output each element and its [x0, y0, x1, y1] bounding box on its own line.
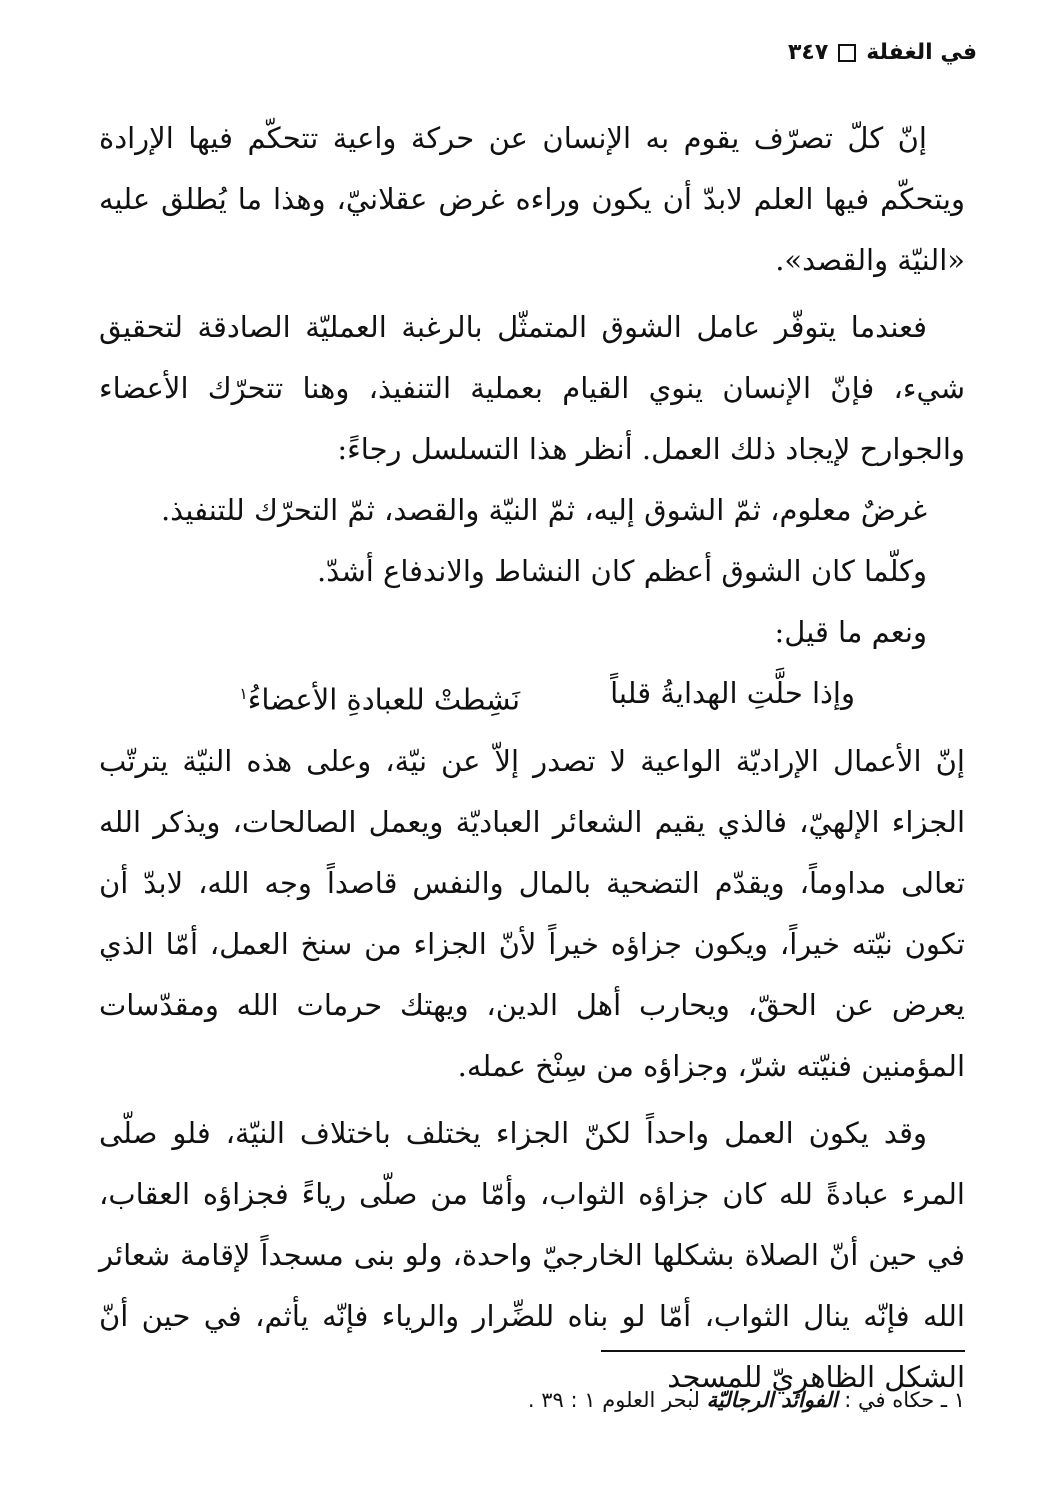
intensity-line: وكلّما كان الشوق أعظم كان النشاط والاندفاع أشدّ.	[317, 554, 927, 588]
paragraph-2: فعندما يتوفّر عامل الشوق المتمثّل بالرغبة العمليّة الصادقة لتحقيق شيء، فإنّ الإنسان ينوي القيام بعملية التنفيذ، وهنا تتحرّك الأعضاء والجوارح لإيجاد ذلك العمل. أنظر هذا التسلسل رجاءً:	[99, 310, 965, 466]
footnote-prefix: حكاه في :	[844, 1388, 935, 1412]
header-square-icon	[838, 44, 856, 62]
verse-second-hemistich	[239, 663, 520, 731]
running-header	[788, 40, 977, 65]
sequence-line: غرضٌ معلوم، ثمّ الشوق إليه، ثمّ النيّة والقصد، ثمّ التحرّك للتنفيذ.	[160, 493, 927, 527]
footnote-number: ١ ـ	[940, 1388, 965, 1412]
poetry-verse	[99, 663, 965, 731]
page-number: ٣٤٧	[788, 40, 829, 65]
paragraph-7: وقد يكون العمل واحداً لكنّ الجزاء يختلف باختلاف النيّة، فلو صلّى المرء عبادةً لله كان جزاؤه الثواب، وأمّا من صلّى رياءً فجزاؤه العقاب، في حين أنّ الصلاة بشكلها الخارجيّ واحدة، ولو بنى مسجداً لإقامة شعائر الله فإنّه ينال الثواب، أمّا لو بناه للضِّرار والرياء فإنّه يأثم، في حين أنّ الشكل الظاهريّ للمسجد	[99, 1115, 965, 1394]
footnote-suffix: لبحر العلوم ١ : ٣٩ .	[527, 1388, 700, 1412]
verse-first-hemistich: وإذا حلَّتِ الهدايةُ قلباً	[610, 676, 855, 710]
quote-intro: ونعم ما قيل:	[774, 615, 927, 649]
main-text	[99, 108, 965, 1408]
paragraph-6: إنّ الأعمال الإراديّة الواعية لا تصدر إلاّ عن نيّة، وعلى هذه النيّة يترتّب الجزاء الإلهيّ، فالذي يقيم الشعائر العباديّة ويعمل الصالحات، ويذكر الله تعالى مداوماً، ويقدّم التضحية بالمال والنفس قاصداً وجه الله، لابدّ أن تكون نيّته خيراً، ويكون جزاؤه خيراً لأنّ الجزاء من سنخ العمل، أمّا الذي يعرض عن الحقّ، ويحارب أهل الدين، ويهتك حرمات الله ومقدّسات المؤمنين فنيّته شرّ، وجزاؤه من سِنْخ عمله.	[99, 743, 965, 1083]
footnote-book-title: الفوائد الرجاليّة	[706, 1388, 838, 1412]
verse-second-text: نَشِطتْ للعبادةِ الأعضاءُ	[247, 682, 521, 717]
footnote	[528, 1388, 965, 1412]
paragraph-1: إنّ كلّ تصرّف يقوم به الإنسان عن حركة واعية تتحكّم فيها الإرادة ويتحكّم فيها العلم لابدّ أن يكون وراءه غرض عقلانيّ، وهذا ما يُطلق عليه «النيّة والقصد».	[99, 121, 965, 277]
running-title: في الغفلة	[866, 40, 977, 65]
footnote-separator	[601, 1350, 965, 1352]
footnote-marker: ١	[239, 684, 248, 703]
